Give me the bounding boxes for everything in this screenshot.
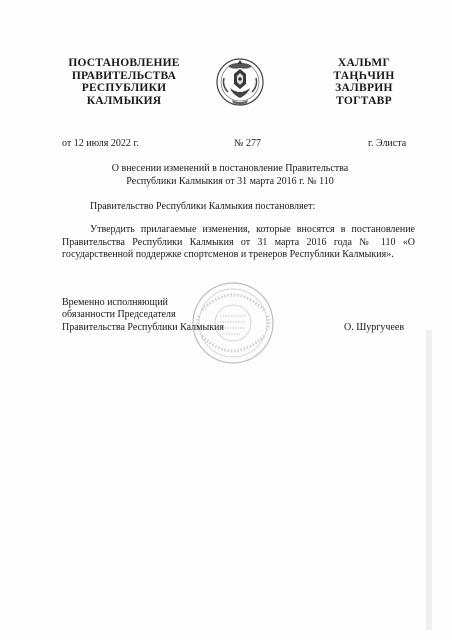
- header-right-line: ТАҢҺЧИН: [333, 69, 395, 82]
- decree-date: от 12 июля 2022 г.: [62, 138, 139, 149]
- header-left-line: РЕСПУБЛИКИ: [81, 82, 167, 95]
- header-left-line: ПОСТАНОВЛЕНИЕ: [68, 57, 180, 69]
- header-left-line: ПРАВИТЕЛЬСТВА: [71, 69, 177, 82]
- signer-name: О. Шургучеев: [344, 322, 405, 333]
- decree-preamble: Правительство Республики Калмыкия постановляет:: [90, 201, 316, 212]
- margin-watermark-icon: [422, 330, 436, 630]
- signature-position-line: Временно исполняющий: [62, 297, 168, 308]
- decree-body: [62, 224, 415, 262]
- header-right-title: [314, 57, 414, 107]
- signature-position-line: обязанности Председателя: [62, 309, 176, 321]
- header-right-line: ЗАЛВРИН: [335, 82, 393, 95]
- decree-body-line: Утвердить прилагаемые изменения, которые вносятся в постановление: [90, 224, 415, 235]
- kalmykia-coat-of-arms-icon: [214, 52, 266, 108]
- decree-title-line: О внесении изменений в постановление Правительства: [111, 163, 349, 174]
- decree-city: г. Элиста: [368, 138, 407, 149]
- decree-title: [80, 163, 380, 188]
- signature-position-line: Правительства Республики Калмыкия: [62, 321, 225, 333]
- header-left-line: КАЛМЫКИЯ: [86, 94, 162, 107]
- decree-title-line: Республики Калмыкия от 31 марта 2016 г. № 110: [126, 175, 334, 187]
- decree-number: № 277: [234, 138, 262, 149]
- header-left-title: [54, 57, 194, 107]
- header-right-line: ТОГТАВР: [336, 94, 392, 107]
- header-right-line: ХАЛЬМГ: [337, 57, 391, 69]
- signature-position: [62, 297, 224, 334]
- decree-body-line: Правительства Республики Калмыкия от 31 марта 2016 года № 110 «О: [62, 236, 415, 248]
- decree-body-line: государственной поддержке спортсменов и тренеров Республики Калмыкия».: [62, 249, 394, 261]
